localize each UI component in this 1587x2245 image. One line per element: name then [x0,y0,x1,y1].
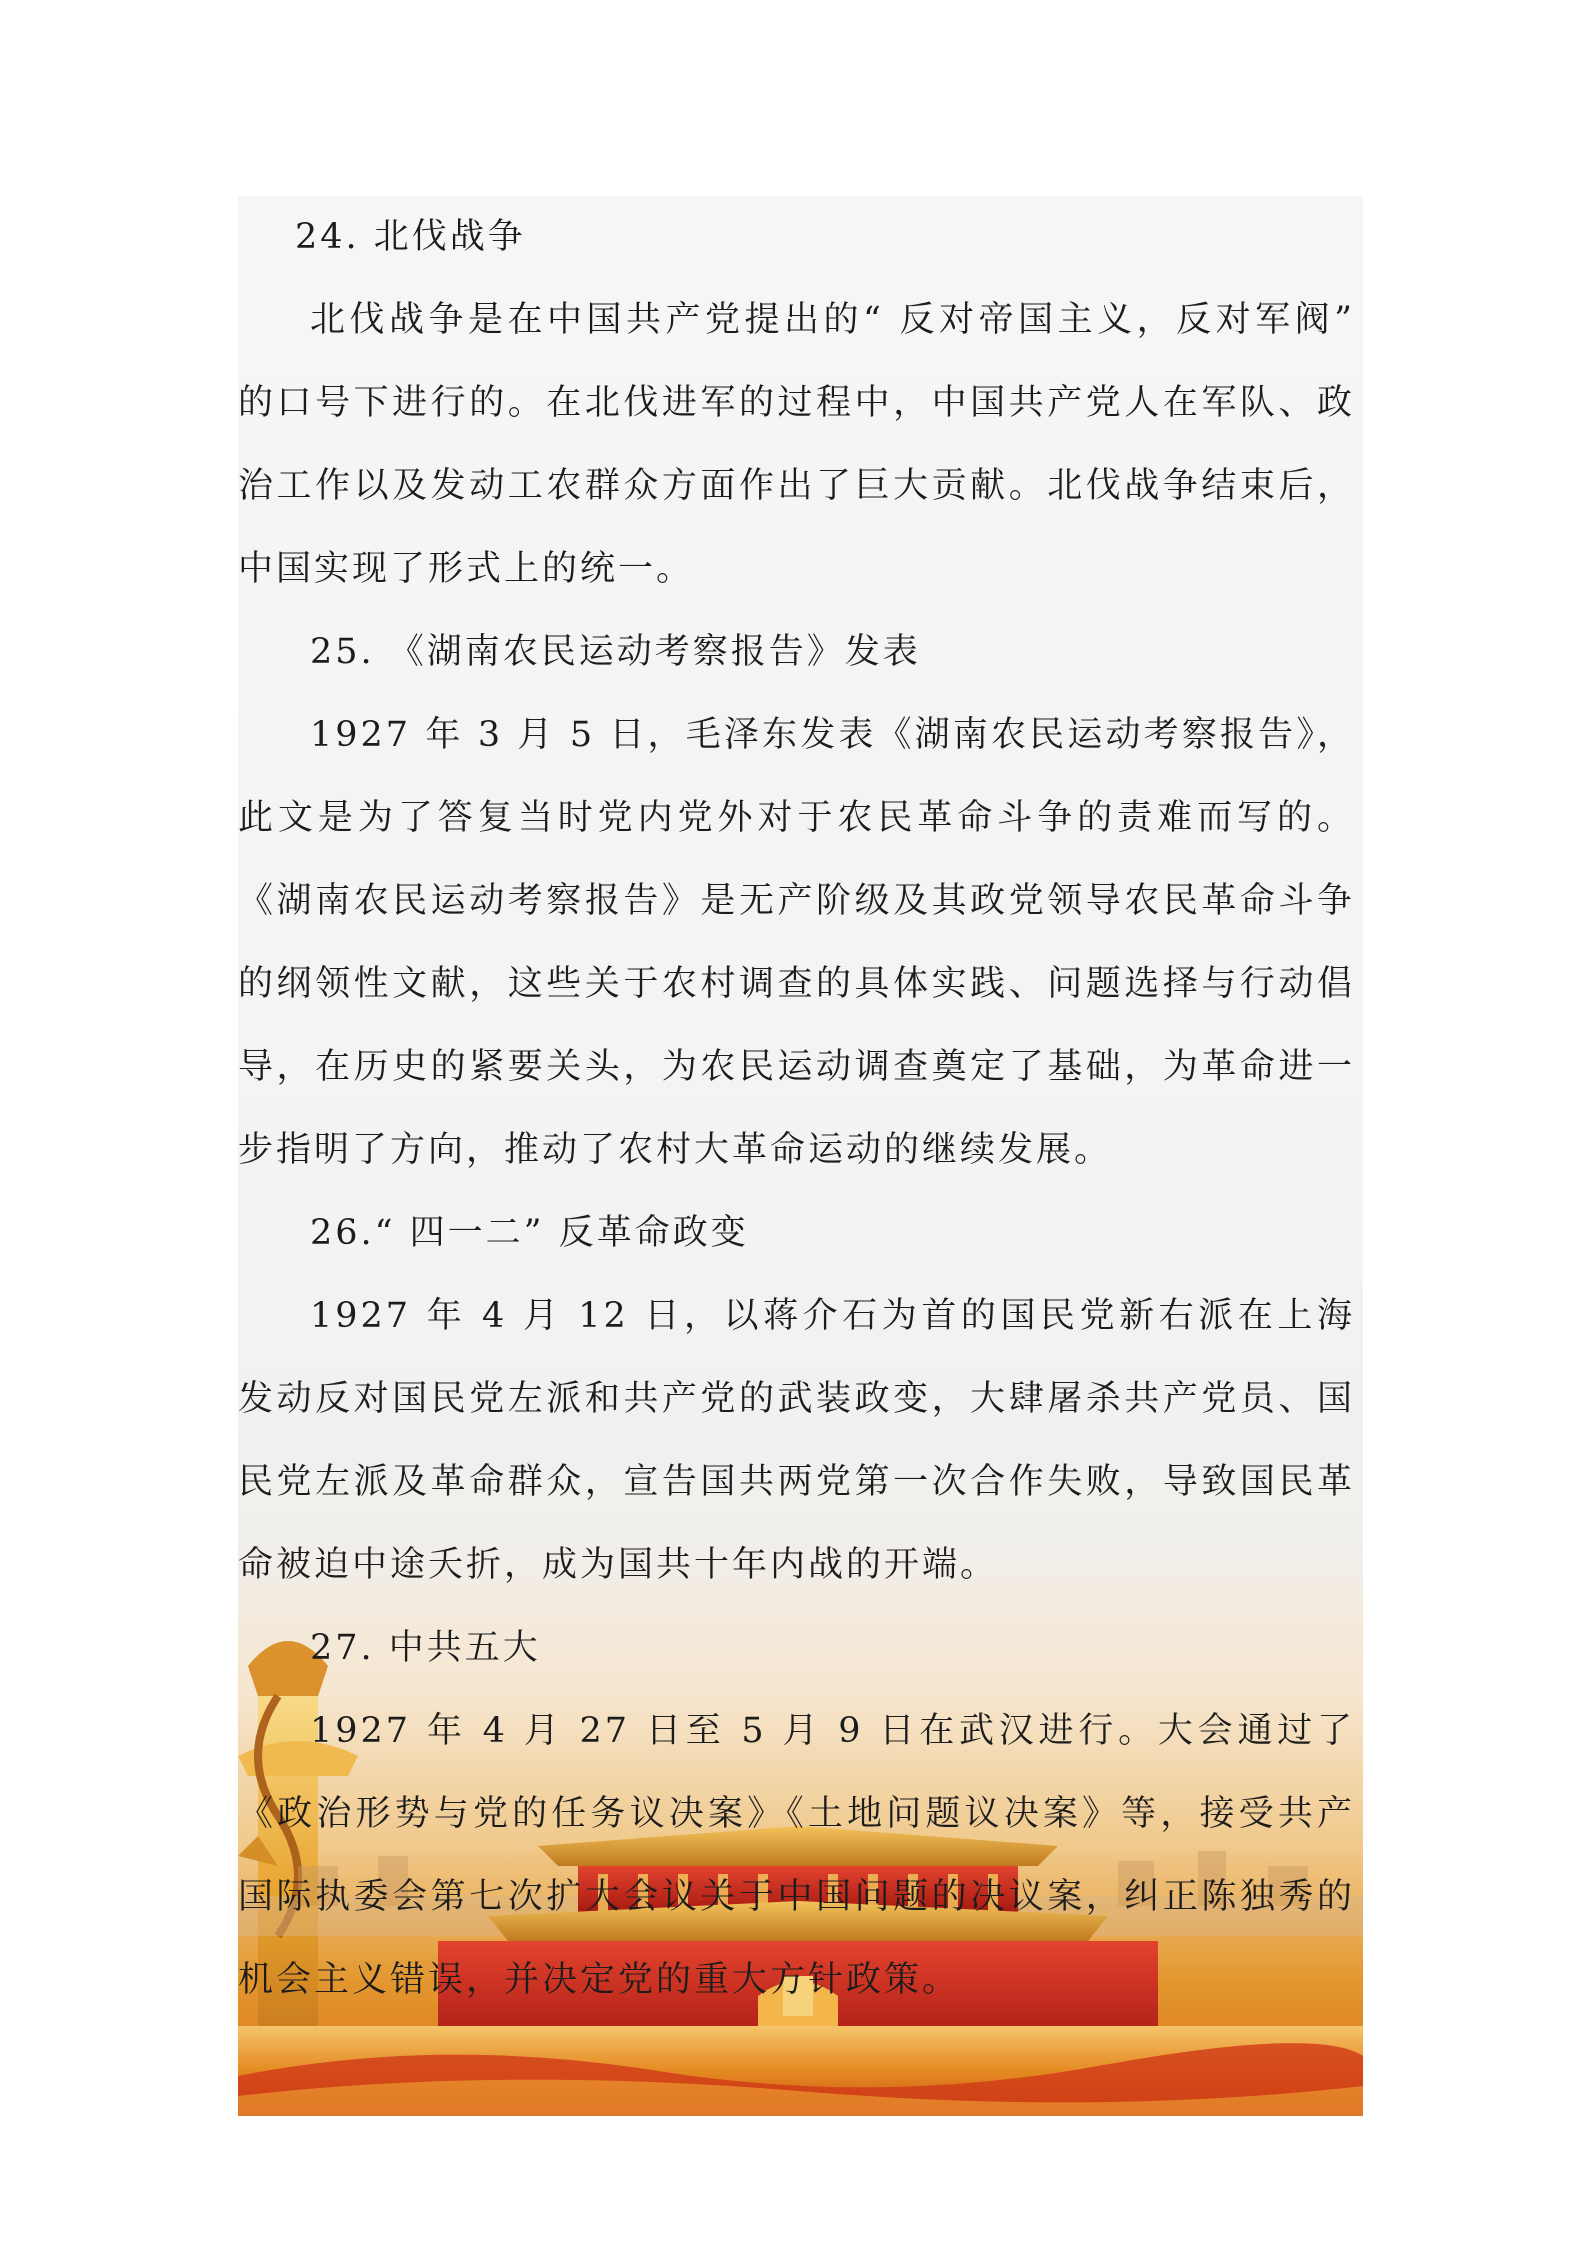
section-heading-27: 27. 中共五大 [310,1628,541,1668]
section-body-24: 北伐战争是在中国共产党提出的“ 反对帝国主义，反对军阀” 的口号下进行的。在北伐进军的过程中，中国共产党人在军队、政治工作以及发动工农群众方面作出了巨大贡献。北伐战争结束后，中国实现了形式上的统一。 [238,300,1355,589]
section-body-27: 1927 年 4 月 27 日至 5 月 9 日在武汉进行。大会通过了《政治形势与党的任务议决案》《土地问题议决案》等，接受共产国际执委会第七次扩大会议关于中国问题的决议案，纠正陈独秀的机会主义错误，并决定党的重大方针政策。 [238,1711,1355,2000]
section-heading-26: 26.“ 四一二” 反革命政变 [310,1213,749,1253]
section-body-26: 1927 年 4 月 12 日，以蒋介石为首的国民党新右派在上海发动反对国民党左派和共产党的武装政变，大肆屠杀共产党员、国民党左派及革命群众，宣告国共两党第一次合作失败，导致国民革命被迫中途夭折，成为国共十年内战的开端。 [238,1296,1355,1585]
section-body-25: 1927 年 3 月 5 日，毛泽东发表《湖南农民运动考察报告》，此文是为了答复当时党内党外对于农民革命斗争的责难而写的。《湖南农民运动考察报告》是无产阶级及其政党领导农民革命斗争的纲领性文献，这些关于农村调查的具体实践、问题选择与行动倡导，在历史的紧要关头，为农民运动调查奠定了基础，为革命进一步指明了方向，推动了农村大革命运动的继续发展。 [238,715,1355,1170]
section-heading-25: 25. 《湖南农民运动考察报告》发表 [310,632,921,672]
document-content [238,196,1363,2022]
section-heading-24: 24. 北伐战争 [295,217,526,257]
